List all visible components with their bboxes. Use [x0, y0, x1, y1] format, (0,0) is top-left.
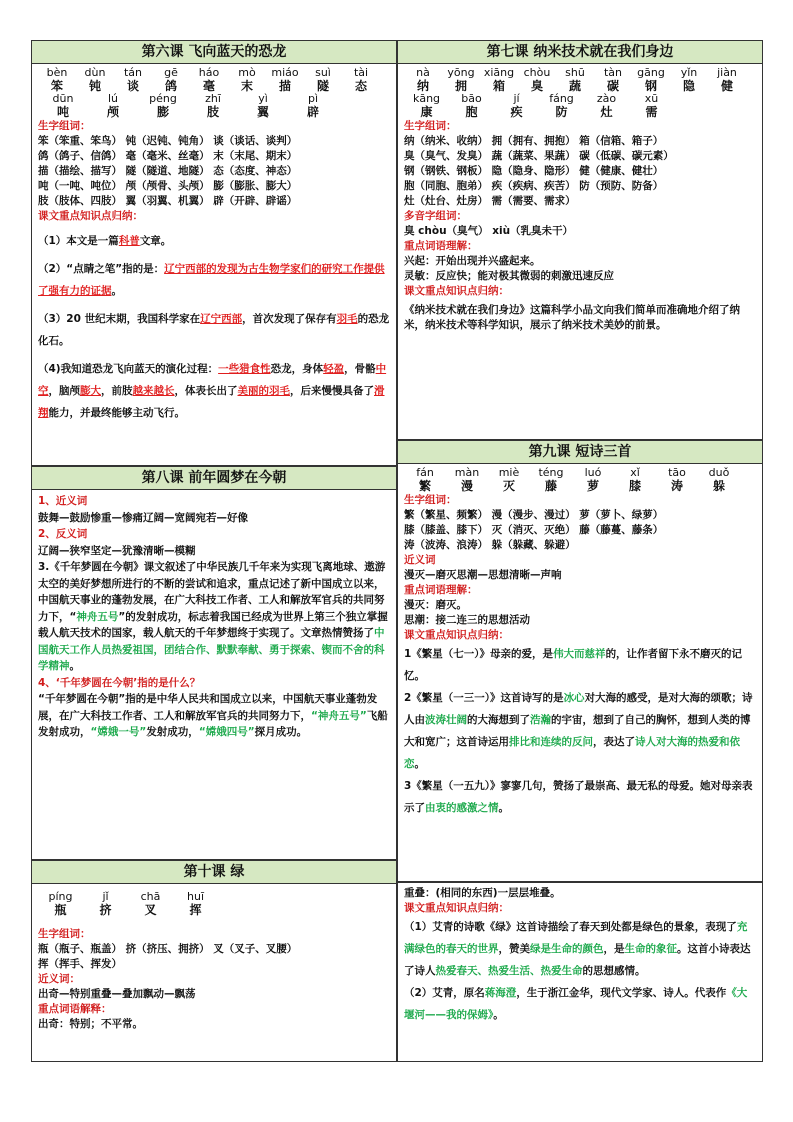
pinyin-syllable: háo: [198, 66, 220, 79]
kp-2: （2）“点睛之笔”指的是：辽宁西部的发现为古生物学家们的研究工作提供了强有力的证据。: [38, 263, 385, 297]
hanzi-row: [38, 903, 390, 917]
hanzi-char: 防: [555, 105, 568, 119]
antonym-line: 辽阔—狭窄坚定—犹豫清晰—模糊: [38, 544, 196, 557]
lesson6-title: 第六课 飞向蓝天的恐龙: [32, 41, 396, 64]
hanzi-char: 态: [354, 79, 367, 93]
pinyin-syllable: zhī: [205, 92, 221, 105]
hanzi-char: 膝: [628, 479, 641, 493]
hanzi-row: [404, 479, 756, 493]
pinyin-syllable: suì: [315, 66, 331, 79]
hanzi-char: 辟: [306, 105, 319, 119]
section-heading: 1、近义词: [38, 495, 88, 507]
kp-1: （1）本文是一篇科普文章。: [38, 235, 172, 247]
list-item: 繁（繁星、频繁） 漫（漫步、漫过） 萝（萝卜、绿萝）: [404, 509, 664, 521]
list-item: 臭（臭气、发臭） 蔬（蔬菜、果蔬） 碳（低碳、碳元素）: [404, 150, 674, 162]
lesson10-continued-card: [397, 882, 763, 1062]
hanzi-char: 肢: [206, 105, 219, 119]
section-heading: 重点词语理解：: [404, 584, 478, 596]
hanzi-char: 钝: [88, 79, 101, 93]
pinyin-syllable: bèn: [46, 66, 68, 79]
pinyin-syllable: péng: [149, 92, 177, 105]
hanzi-char: 毫: [202, 79, 215, 93]
hanzi-row: [404, 105, 756, 119]
pinyin-syllable: gāng: [637, 66, 665, 79]
hanzi-char: 谈: [126, 79, 139, 93]
section-heading: 近义词：: [38, 973, 80, 985]
list-item: 描（描绘、描写） 隧（隧道、地隧） 态（态度、神态）: [38, 165, 298, 177]
pinyin-syllable: yì: [258, 92, 268, 105]
pinyin-syllable: yōng: [447, 66, 475, 79]
pinyin-syllable: bāo: [461, 92, 482, 105]
pinyin-syllable: chòu: [523, 66, 551, 79]
hanzi-char: 膨: [156, 105, 169, 119]
hanzi-row: [38, 105, 390, 119]
section-heading: 课文重点知识点归纳：: [404, 902, 509, 914]
kp-2: （2）艾青，原名蒋海澄，生于浙江金华，现代文学家、诗人。代表作《大堰河——我的保姆》。: [404, 987, 748, 1021]
hanzi-char: 挥: [189, 903, 202, 917]
pinyin-syllable: tài: [353, 66, 369, 79]
hanzi-char: 挤: [99, 903, 112, 917]
lesson8-card: [31, 466, 397, 860]
list-item: 挥（挥手、挥发）: [38, 958, 122, 970]
section-heading: 2、反义词: [38, 528, 88, 540]
pinyin-syllable: fáng: [549, 92, 574, 105]
pinyin-syllable: duǒ: [708, 466, 730, 479]
word-list: [404, 134, 756, 209]
list-item: 思潮：接二连三的思想活动: [404, 614, 530, 626]
list-item: 兴起：开始出现并兴盛起来。: [404, 255, 541, 267]
kp-3: 3《繁星（一五九）》寥寥几句，赞扬了最崇高、最无私的母爱。她对母亲表示了由衷的感激之情。: [404, 780, 753, 814]
pinyin-syllable: zào: [596, 92, 617, 105]
pinyin-syllable: tán: [123, 66, 143, 79]
list-item: 灶（灶台、灶房） 需（需要、需求）: [404, 195, 576, 207]
hanzi-char: 瓶: [54, 903, 67, 917]
pinyin-syllable: tāo: [668, 466, 686, 479]
hanzi-char: 钢: [644, 79, 657, 93]
list-item: 肢（肢体、四肢） 翼（羽翼、机翼） 辟（开辟、辟谣）: [38, 195, 298, 207]
pinyin-row: [404, 67, 756, 79]
hanzi-char: 健: [720, 79, 733, 93]
list-item: 鸽（鸽子、信鸽） 毫（毫米、丝毫） 末（末尾、期末）: [38, 150, 298, 162]
pinyin-syllable: nà: [416, 66, 430, 79]
lesson7-card: [397, 40, 763, 440]
hanzi-char: 末: [240, 79, 253, 93]
pinyin-syllable: miáo: [271, 66, 299, 79]
list-item: 胞（同胞、胞弟） 疾（疾病、疾苦） 防（预防、防备）: [404, 180, 664, 192]
kp-1: 1《繁星（七一）》母亲的爱，是伟大而慈祥的，让作者留下永不磨灭的记忆。: [404, 648, 743, 682]
section-heading: 近义词: [404, 554, 436, 566]
hanzi-char: 臭: [530, 79, 543, 93]
hanzi-char: 康: [420, 105, 433, 119]
list-item: 漫灭：磨灭。: [404, 599, 467, 611]
hanzi-char: 描: [278, 79, 291, 93]
lesson9-card: [397, 440, 763, 882]
pinyin-row: [404, 467, 756, 479]
pinyin-syllable: xǐ: [630, 466, 640, 479]
hanzi-char: 隧: [316, 79, 329, 93]
hanzi-char: 蔬: [568, 79, 581, 93]
list-item: 涛（波涛、浪涛） 躲（躲藏、躲避）: [404, 539, 576, 551]
lesson8-title: 第八课 前年圆梦在今朝: [32, 467, 396, 490]
list-item: 钢（钢铁、钢板） 隐（隐身、隐形） 健（健康、健壮）: [404, 165, 664, 177]
lesson7-title: 第七课 纳米技术就在我们身边: [398, 41, 762, 64]
lesson6-card: [31, 40, 397, 466]
section-heading: 重点词语解释：: [38, 1003, 112, 1015]
pinyin-syllable: màn: [454, 466, 480, 479]
hanzi-char: 笨: [50, 79, 63, 93]
list-item: 瓶（瓶子、瓶盖） 挤（挤压、拥挤） 叉（叉子、叉腰）: [38, 943, 298, 955]
hanzi-row: [38, 79, 390, 93]
kp-summary: 《纳米技术就在我们身边》这篇科学小品文向我们简单而准确地介绍了纳米，纳米技术等科学知识，展示了纳米技术美妙的前景。: [404, 304, 740, 331]
word-list: [38, 942, 390, 972]
section-heading: 生字组词：: [404, 120, 457, 132]
list-item: 吨（一吨、吨位） 颅（颅骨、头颅） 膨（膨胀、膨大）: [38, 180, 298, 192]
pinyin-syllable: jí: [513, 92, 520, 105]
pinyin-syllable: huī: [187, 890, 204, 903]
section-heading: 课文重点知识点归纳：: [38, 210, 143, 222]
list-item: 纳（纳米、收纳） 拥（拥有、拥抱） 箱（信箱、箱子）: [404, 135, 664, 147]
word-explain-line: 出奇：特别；不平常。: [38, 1018, 143, 1030]
hanzi-char: 繁: [418, 479, 431, 493]
word-list: [404, 508, 756, 553]
hanzi-char: 胞: [465, 105, 478, 119]
pinyin-syllable: téng: [538, 466, 564, 479]
section-heading: 生字组词：: [404, 494, 457, 506]
hanzi-char: 躲: [712, 479, 725, 493]
pinyin-syllable: tàn: [603, 66, 623, 79]
section-heading: 课文重点知识点归纳：: [404, 629, 509, 641]
pinyin-syllable: píng: [48, 890, 73, 903]
pinyin-syllable: fán: [416, 466, 434, 479]
list-item: 笨（笨重、笨鸟） 钝（迟钝、钝角） 谈（谈话、谈判）: [38, 135, 298, 147]
kp-answer: “千年梦圆在今朝”指的是中华人民共和国成立以来，中国航天事业蓬勃发展，在广大科技工作者、工人和解放军官兵的共同努力下，“神舟五号”飞船发射成功，“嫦娥一号”发射成功，“嫦娥四号”探月成功。: [38, 693, 388, 738]
section-heading: 重点词语理解：: [404, 240, 478, 252]
section-heading: 4、‘千年梦圆在今朝’指的是什么？: [38, 676, 201, 689]
hanzi-char: 翼: [256, 105, 269, 119]
pinyin-row: [38, 891, 390, 903]
pinyin-syllable: kāng: [412, 92, 441, 105]
pinyin-syllable: xiāng: [483, 66, 515, 79]
pinyin-syllable: shū: [565, 66, 585, 79]
pinyin-syllable: yǐn: [680, 66, 698, 79]
lesson10-title: 第十课 绿: [32, 861, 396, 884]
hanzi-char: 萝: [586, 479, 599, 493]
kp-1: （1）艾青的诗歌《绿》这首诗描绘了春天到处都是绿色的景象，表现了充满绿色的春天的世界，赞美绿是生命的颜色，是生命的象征。这首小诗表达了诗人热爱春天、热爱生活、热爱生命的思想感情。: [404, 921, 751, 977]
pinyin-syllable: mò: [238, 66, 256, 79]
kp-summary: 3.《千年梦圆在今朝》课文叙述了中华民族几千年来为实现飞离地球、遨游太空的美好梦想所进行的不断的尝试和追求，重点记述了新中国成立以来，中国航天事业的蓬勃发展，在广大科技工作者、工人和解放军官兵的共同努力下，“神舟五号”的发射成功，标志着我国已经成为世界上第三个独立掌握载人航天技术的国家，载人航天的千年梦想终于实现了。文章热情赞扬了中国航天工作人员热爱祖国，团结合作、默默奉献、勇于探索、锲而不舍的科学精神。: [38, 561, 388, 672]
hanzi-char: 灭: [502, 479, 515, 493]
hanzi-char: 疾: [510, 105, 523, 119]
polyphone-line: 臭 chòu（臭气） xiù（乳臭未干）: [404, 225, 574, 237]
hanzi-char: 拥: [454, 79, 467, 93]
section-heading: 多音字组词：: [404, 210, 467, 222]
hanzi-char: 藤: [544, 479, 557, 493]
pinyin-row: [404, 93, 756, 105]
pinyin-syllable: luó: [584, 466, 602, 479]
hanzi-char: 颅: [106, 105, 119, 119]
pinyin-syllable: jiàn: [717, 66, 737, 79]
kp-4: （4)我知道恐龙飞向蓝天的演化过程：一些猎食性恐龙，身体轻盈，骨骼中空，脑颅膨大，前肢越来越长，体表长出了美丽的羽毛，后来慢慢具备了滑翔能力，并最终能够主动飞行。: [38, 363, 387, 419]
hanzi-char: 灶: [600, 105, 613, 119]
word-explain-list: [404, 598, 756, 628]
pinyin-syllable: dūn: [52, 92, 74, 105]
hanzi-char: 碳: [606, 79, 619, 93]
word-explain-list: [404, 254, 756, 284]
kp-3: （3）20 世纪末期，我国科学家在辽宁西部，首次发现了保存有羽毛的恐龙化石。: [38, 313, 390, 347]
section-heading: 生字组词：: [38, 928, 91, 940]
pinyin-syllable: chā: [140, 890, 161, 903]
pinyin-syllable: xū: [644, 92, 659, 105]
word-list: [38, 134, 390, 209]
hanzi-char: 叉: [144, 903, 157, 917]
hanzi-char: 纳: [416, 79, 429, 93]
hanzi-char: 涛: [670, 479, 683, 493]
synonym-line: 漫灭—磨灭思潮—思想清晰—声响: [404, 569, 562, 581]
lesson9-title: 第九课 短诗三首: [398, 441, 762, 464]
word-explain-line: 重叠：(相同的东西)一层层堆叠。: [404, 887, 561, 899]
hanzi-char: 漫: [460, 479, 473, 493]
synonym-line: 出奇—特别重叠—叠加飘动—飘荡: [38, 988, 196, 1000]
pinyin-syllable: gē: [164, 66, 178, 79]
synonym-line: 鼓舞—鼓励惨重—惨痛辽阔—宽阔宛若—好像: [38, 511, 248, 524]
hanzi-char: 需: [645, 105, 658, 119]
pinyin-syllable: pì: [307, 92, 319, 105]
pinyin-row: [38, 67, 390, 79]
pinyin-syllable: miè: [498, 466, 520, 479]
section-heading: 课文重点知识点归纳：: [404, 285, 509, 297]
pinyin-syllable: dùn: [84, 66, 106, 79]
hanzi-char: 吨: [56, 105, 69, 119]
pinyin-row: [38, 93, 390, 105]
hanzi-row: [404, 79, 756, 93]
hanzi-char: 隐: [682, 79, 695, 93]
list-item: 膝（膝盖、膝下） 灭（消灭、灭绝） 藤（藤蔓、藤条）: [404, 524, 664, 536]
kp-2: 2《繁星（一三一）》这首诗写的是冰心对大海的感受，是对大海的颂歌；诗人由波涛壮阔的大海想到了浩瀚的宇宙，想到了自己的胸怀，想到人类的博大和宽广；这首诗运用排比和连续的反问，表达了诗人对大海的热爱和依恋。: [404, 692, 753, 770]
section-heading: 生字组词：: [38, 120, 91, 132]
pinyin-syllable: jǐ: [102, 890, 109, 903]
lesson10-card: [31, 860, 397, 1062]
pinyin-syllable: lú: [107, 92, 119, 105]
hanzi-char: 鸽: [164, 79, 177, 93]
list-item: 灵敏：反应快；能对极其微弱的刺激迅速反应: [404, 270, 614, 282]
hanzi-char: 箱: [492, 79, 505, 93]
